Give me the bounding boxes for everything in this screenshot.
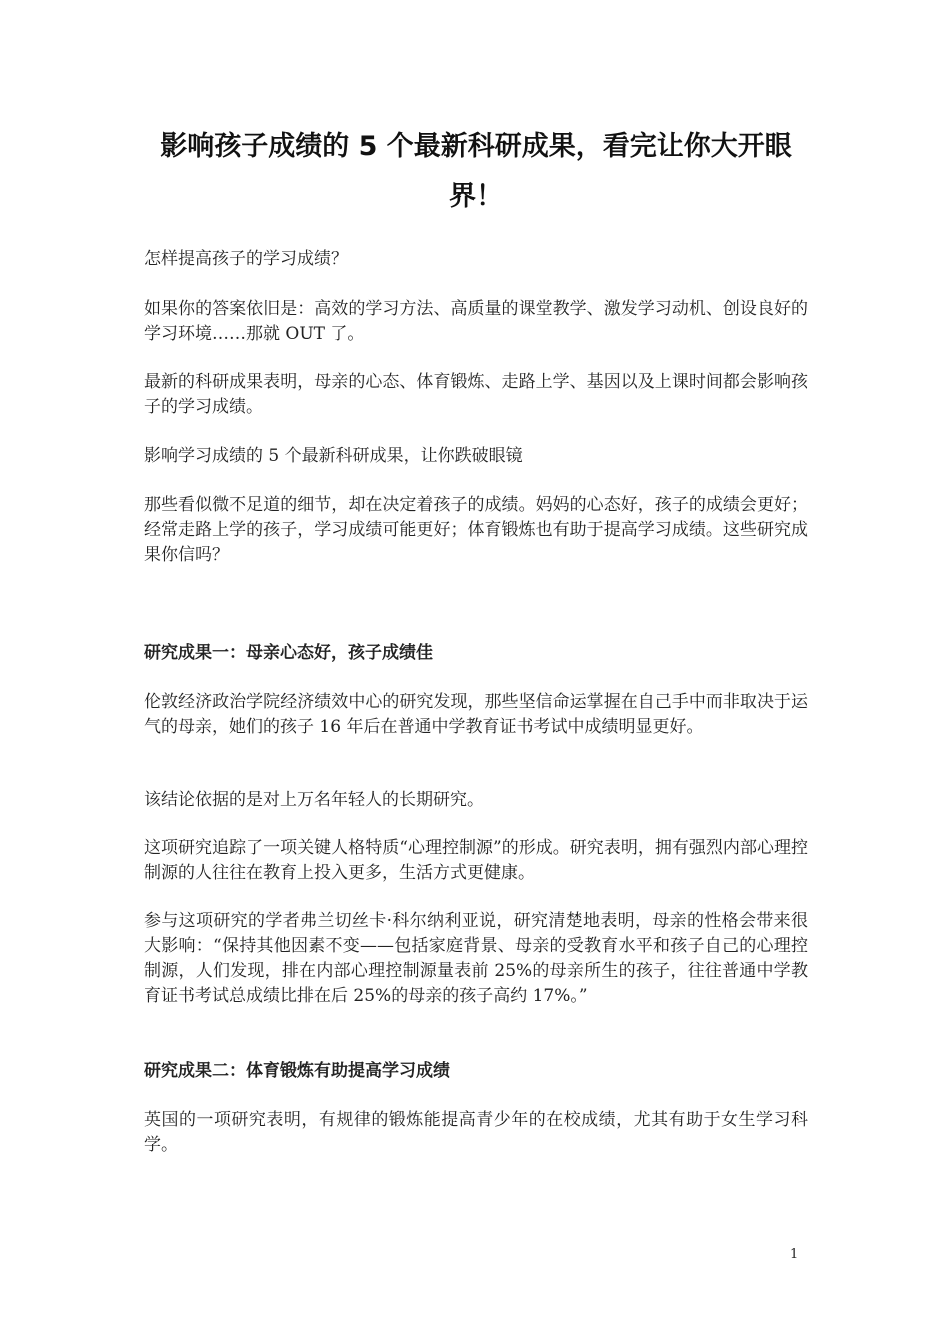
section-heading-1: 研究成果一：母亲心态好，孩子成绩佳 [144,643,433,663]
section-heading-2: 研究成果二：体育锻炼有助提高学习成绩 [144,1061,450,1081]
section1-paragraph: 该结论依据的是对上万名年轻人的长期研究。 [144,790,484,810]
section1-paragraph: 伦敦经济政治学院经济绩效中心的研究发现，那些坚信命运掌握在自己手中而非取决于运气的母亲，她们的孩子 16 年后在普通中学教育证书考试中成绩明显更好。 [144,692,808,737]
intro-paragraph: 那些看似微不足道的细节，却在决定着孩子的成绩。妈妈的心态好，孩子的成绩会更好；经常走路上学的孩子，学习成绩可能更好；体育锻炼也有助于提高学习成绩。这些研究成果你信吗？ [144,495,808,565]
page-number: 1 [790,1247,799,1262]
intro-paragraph: 如果你的答案依旧是：高效的学习方法、高质量的课堂教学、激发学习动机、创设良好的学习环境……那就 OUT 了。 [144,299,808,344]
document-title: 影响孩子成绩的 5 个最新科研成果，看完让你大开眼界！ [160,131,792,212]
intro-paragraph: 最新的科研成果表明，母亲的心态、体育锻炼、走路上学、基因以及上课时间都会影响孩子的学习成绩。 [144,372,808,417]
section1-paragraph: 参与这项研究的学者弗兰切丝卡·科尔纳利亚说，研究清楚地表明，母亲的性格会带来很大影响：“保持其他因素不变——包括家庭背景、母亲的受教育水平和孩子自己的心理控制源，人们发现，排在内部心理控制源量表前 25%的母亲所生的孩子，往往普通中学教育证书考试总成绩比排在后 25%的母亲的孩子高约 17%。” [144,911,808,1006]
section1-paragraph: 这项研究追踪了一项关键人格特质“心理控制源”的形成。研究表明，拥有强烈内部心理控制源的人往往在教育上投入更多，生活方式更健康。 [144,838,808,883]
section2-paragraph: 英国的一项研究表明，有规律的锻炼能提高青少年的在校成绩，尤其有助于女生学习科学。 [144,1110,808,1155]
intro-paragraph: 怎样提高孩子的学习成绩？ [144,249,348,269]
intro-paragraph: 影响学习成绩的 5 个最新科研成果，让你跌破眼镜 [144,446,523,466]
